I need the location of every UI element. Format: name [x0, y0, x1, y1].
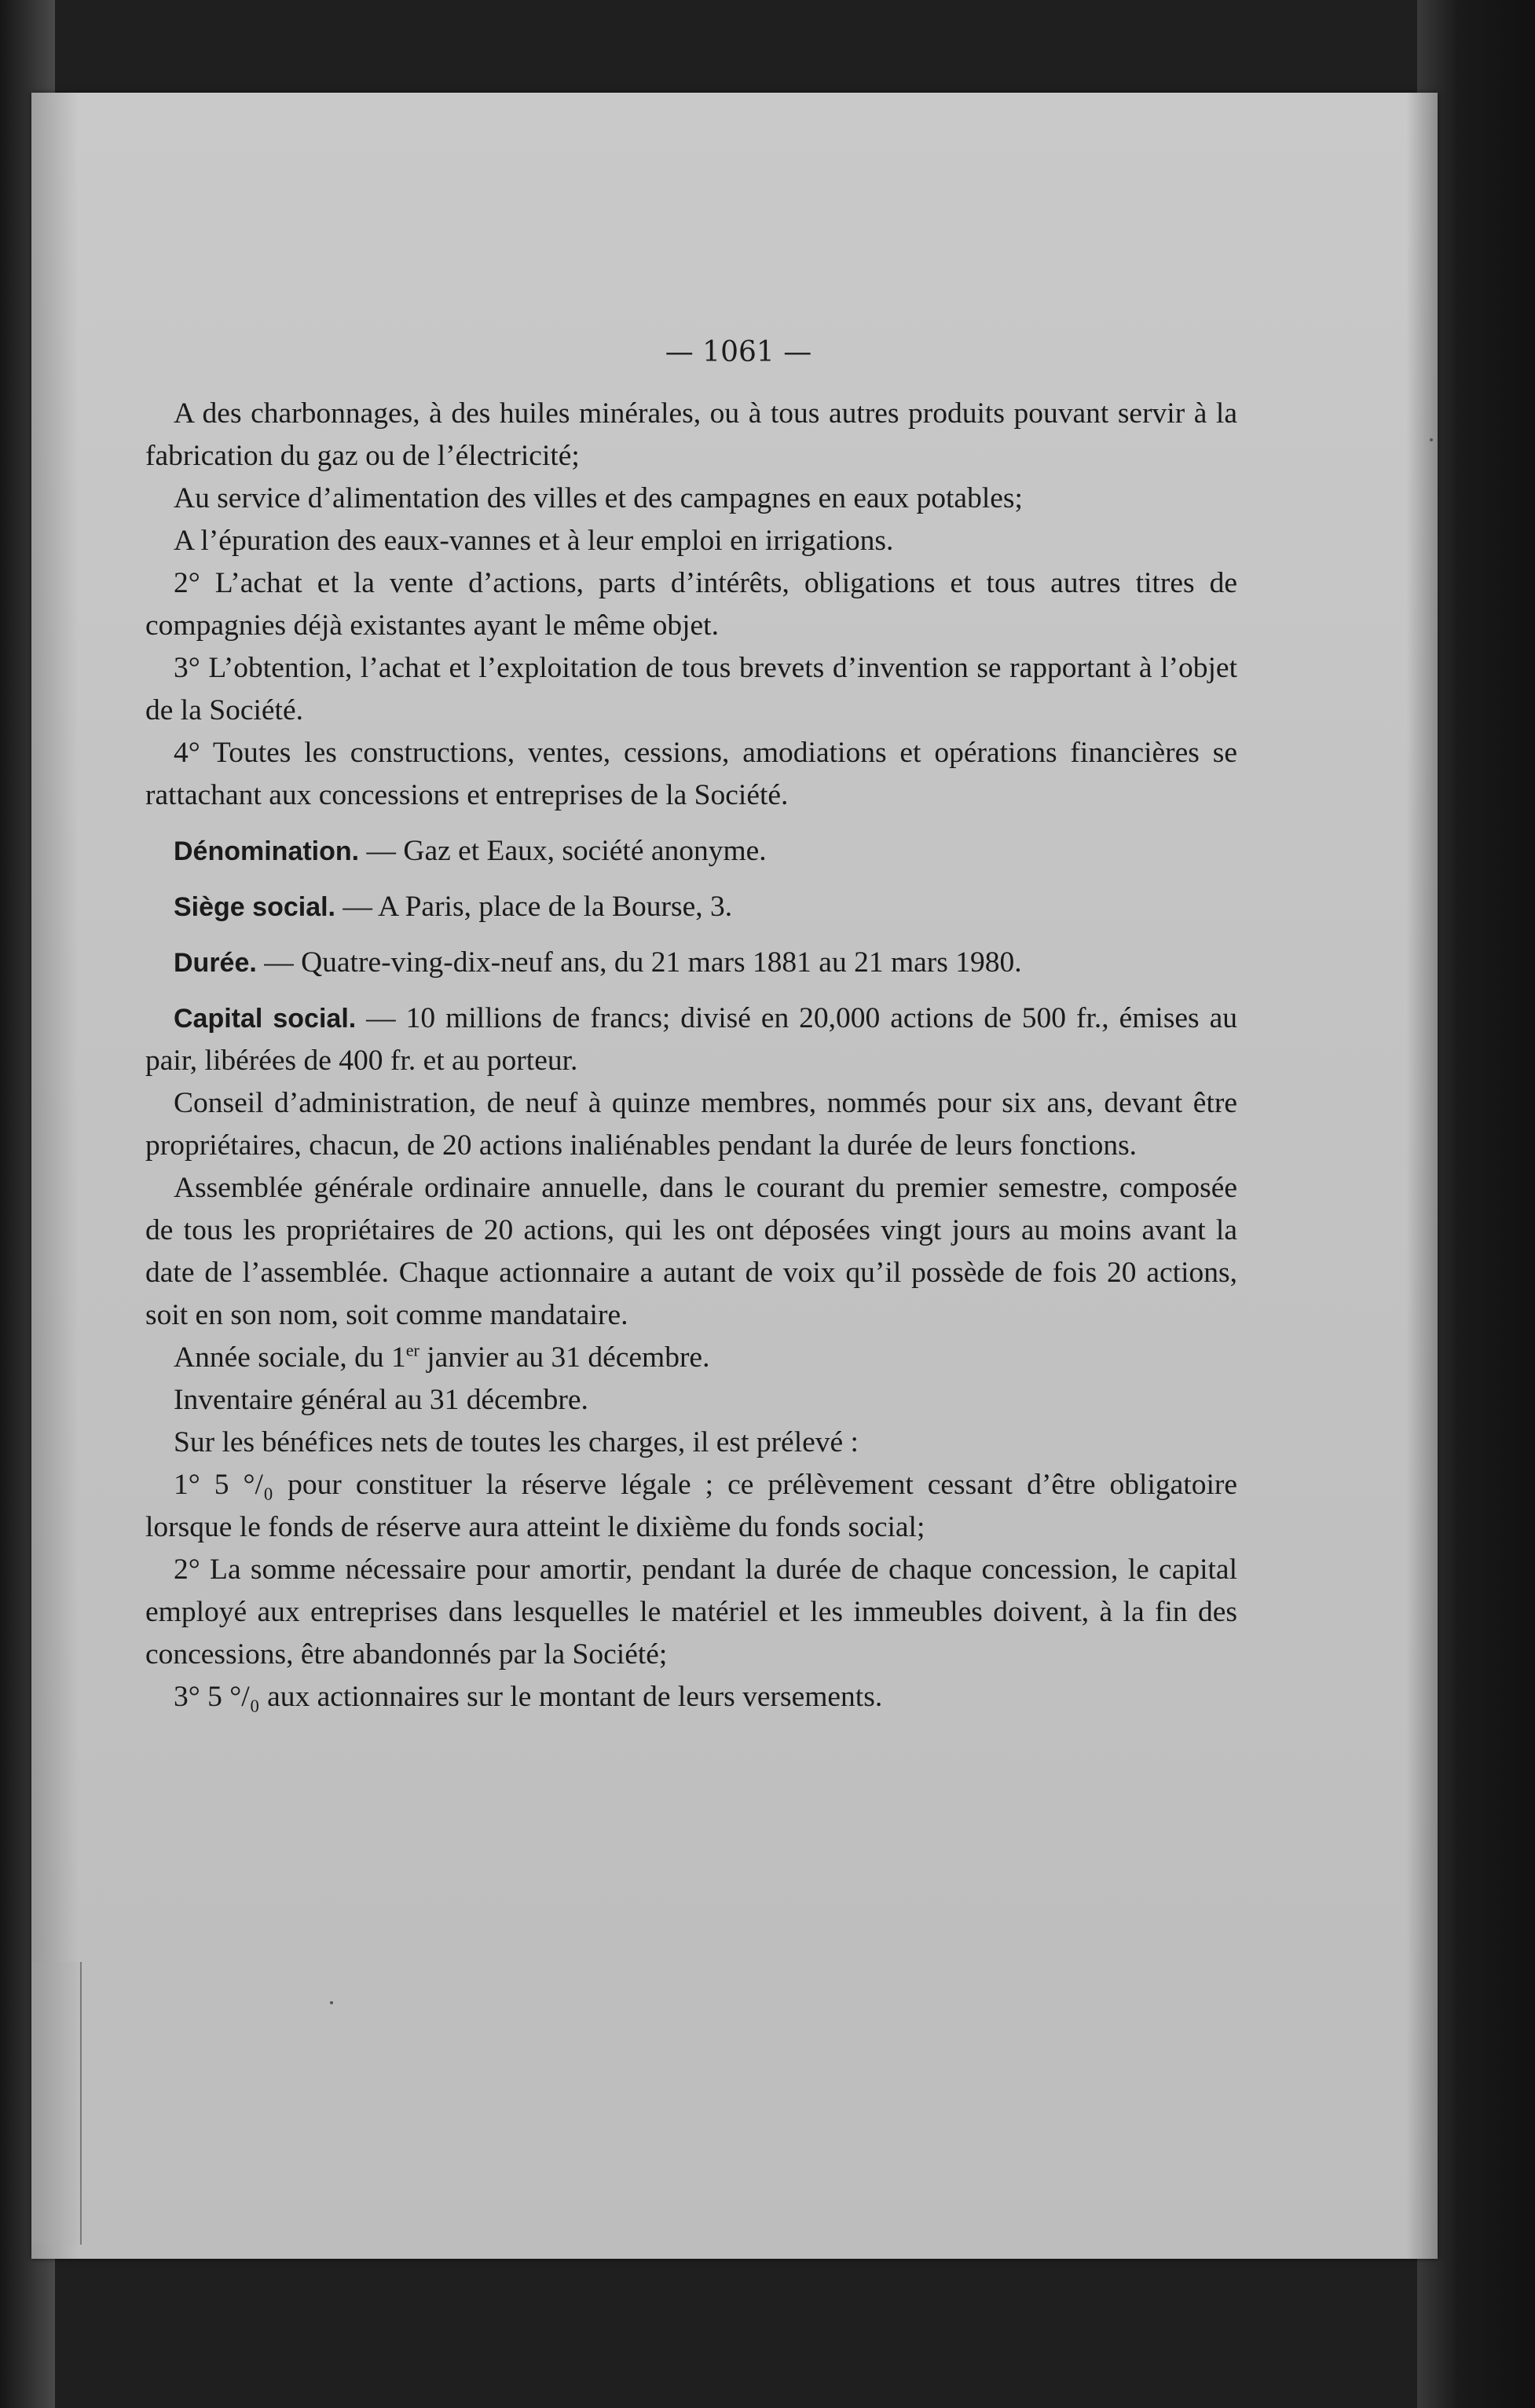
- speck: [1430, 438, 1433, 441]
- paragraph: 4° Toutes les constructions, ventes, cessions, amodiations et opérations financières se rattachant aux concessions et entreprises de la Société.: [145, 737, 1237, 811]
- paragraph: A des charbonnages, à des huiles minérales, ou à tous autres produits pouvant servir à la fabrication du gaz ou de l’électricité;: [145, 397, 1237, 472]
- paragraph: 2° La somme nécessaire pour amortir, pendant la durée de chaque concession, le capital employé aux entreprises dans lesquelles le matériel et les immeubles doivent, à la fin des concessions, être abandonnés par la Société;: [145, 1553, 1237, 1671]
- section-text: — Gaz et Eaux, société anonyme.: [359, 835, 767, 867]
- paragraph: 1° 5 °/₀ pour constituer la réserve légale ; ce prélèvement cessant d’être obligatoire lorsque le fonds de réserve aura atteint le dixième du fonds social;: [145, 1469, 1237, 1543]
- page-gutter-shadow: [31, 93, 79, 2259]
- paragraph: Assemblée générale ordinaire annuelle, dans le courant du premier semestre, composée de tous les propriétaires de 20 actions, qui les ont déposées vingt jours au moins avant la date de l’assemblée. Chaque actionnaire a autant de voix qu’il possède de fois 20 actions, soit en son nom, soit comme mandataire.: [145, 1172, 1237, 1331]
- paragraph: 3° L’obtention, l’achat et l’exploitation de tous brevets d’invention se rapportant à l’objet de la Société.: [145, 652, 1237, 726]
- annee-superscript: er: [405, 1340, 419, 1360]
- annee-after: janvier au 31 décembre.: [419, 1341, 710, 1374]
- page-edge-shadow: [1406, 93, 1438, 2259]
- page-number: — 1061 —: [665, 336, 812, 368]
- paragraph: A l’épuration des eaux-vannes et à leur emploi en irrigations.: [174, 525, 894, 557]
- paragraph: Conseil d’administration, de neuf à quinze membres, nommés pour six ans, devant être propriétaires, chacun, de 20 actions inaliénables pendant la durée de leurs fonctions.: [145, 1087, 1237, 1162]
- denomination-section: [145, 830, 1237, 873]
- paragraph: 2° L’achat et la vente d’actions, parts d’intérêts, obligations et tous autres titres de compagnies déjà existantes ayant le même objet.: [145, 567, 1237, 642]
- paragraph: Au service d’alimentation des villes et des campagnes en eaux potables;: [174, 482, 1023, 514]
- duree-section: [145, 942, 1237, 984]
- section-text: — Quatre-ving-dix-neuf ans, du 21 mars 1881 au 21 mars 1980.: [256, 946, 1022, 979]
- paragraph: 3° 5 °/₀ aux actionnaires sur le montant de leurs versements.: [174, 1681, 883, 1713]
- paragraph-annee: [145, 1337, 1237, 1379]
- page-tear: [31, 1962, 82, 2245]
- section-label: Siège social.: [174, 892, 335, 922]
- speck: [330, 2001, 333, 2004]
- paragraph: Inventaire général au 31 décembre.: [174, 1384, 588, 1416]
- paragraph: Sur les bénéfices nets de toutes les charges, il est prélevé :: [174, 1426, 859, 1458]
- body-text: [145, 393, 1237, 1718]
- capital-section: [145, 997, 1237, 1082]
- section-label: Capital social.: [174, 1004, 357, 1034]
- section-label: Dénomination.: [174, 836, 360, 866]
- annee-before: Année sociale, du 1: [174, 1341, 406, 1374]
- section-text: — A Paris, place de la Bourse, 3.: [335, 891, 733, 923]
- siege-section: [145, 886, 1237, 928]
- section-label: Durée.: [174, 948, 257, 978]
- document-page: [31, 93, 1438, 2259]
- section-text: — 10 millions de francs; divisé en 20,000 actions de 500 fr., émises au pair, libérées de 400 fr. et au porteur.: [145, 1002, 1237, 1077]
